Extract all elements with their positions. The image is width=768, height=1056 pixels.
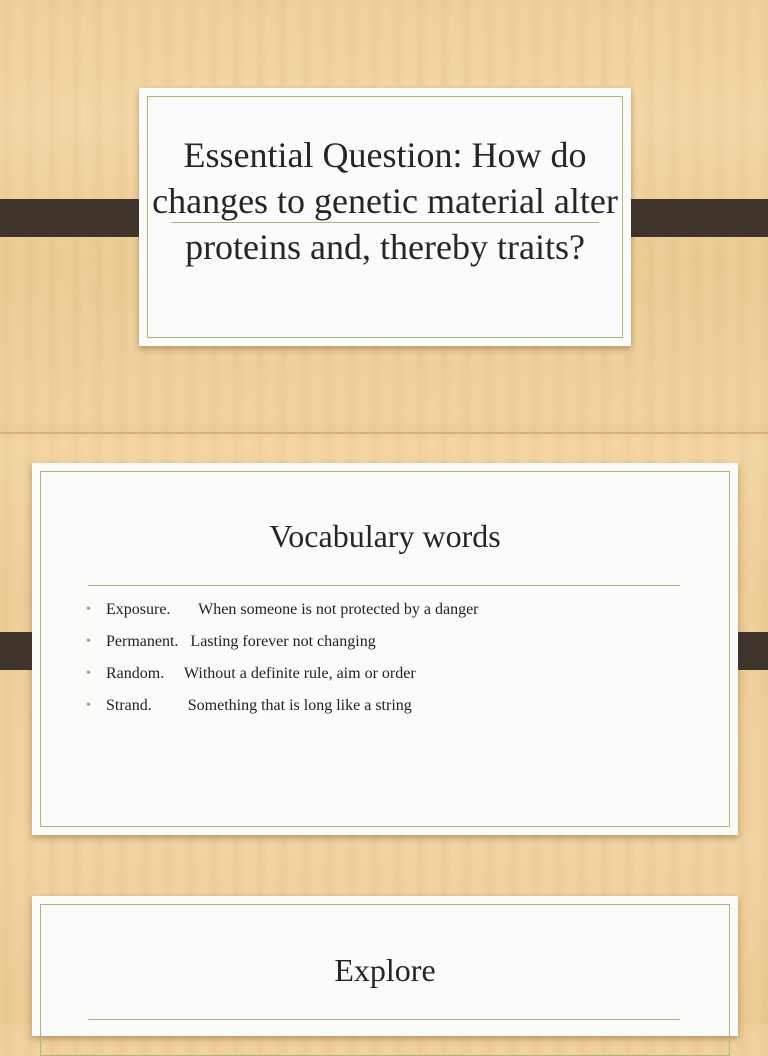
- slide-essential-question[interactable]: [139, 88, 631, 346]
- essential-question-title: Essential Question: How do changes to genetic material alter proteins and, thereby traits?: [152, 135, 618, 267]
- vocabulary-item-text: Random. Without a definite rule, aim or order: [106, 665, 416, 682]
- vocabulary-list: [86, 594, 706, 722]
- heading-rule: [88, 585, 680, 586]
- list-item: [86, 626, 706, 658]
- slide-explore[interactable]: [32, 896, 738, 1036]
- bullet-icon: •: [86, 634, 91, 649]
- list-item: [86, 658, 706, 690]
- list-item: [86, 690, 706, 722]
- vocabulary-item-text: Exposure. When someone is not protected by a danger: [106, 601, 479, 618]
- vocabulary-item-text: Permanent. Lasting forever not changing: [106, 633, 376, 650]
- vocabulary-heading: Vocabulary words: [269, 518, 501, 554]
- bullet-icon: •: [86, 698, 91, 713]
- heading-rule: [88, 1019, 680, 1020]
- wood-plank-seam: [0, 432, 768, 434]
- list-item: [86, 594, 706, 626]
- explore-heading: Explore: [334, 952, 436, 988]
- bullet-icon: •: [86, 602, 91, 617]
- bullet-icon: •: [86, 666, 91, 681]
- slide-vocabulary[interactable]: [32, 463, 738, 835]
- strap-right: [612, 199, 768, 237]
- vocabulary-item-text: Strand. Something that is long like a string: [106, 697, 412, 714]
- strap-left: [0, 199, 156, 237]
